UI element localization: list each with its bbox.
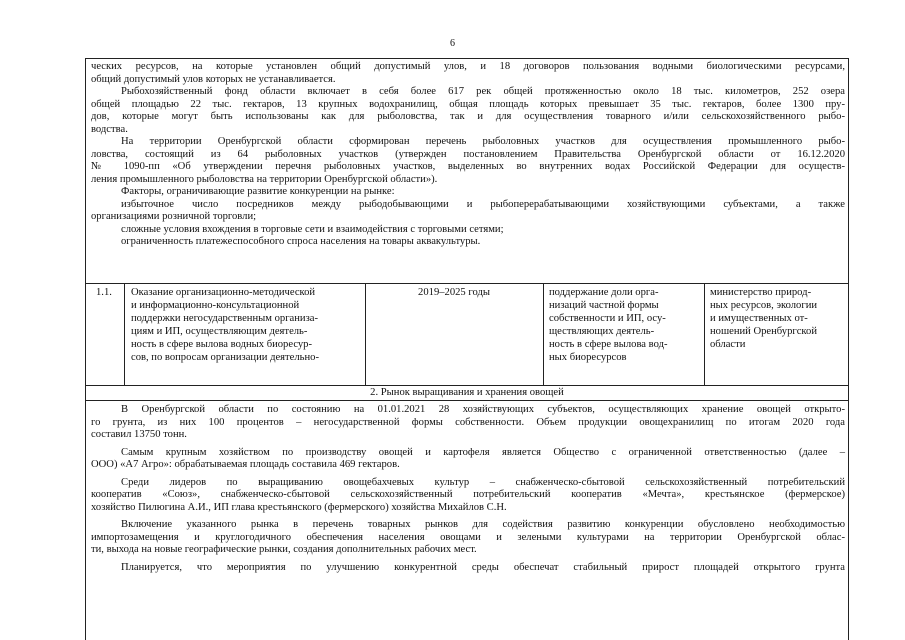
table-cell-number: 1.1.: [96, 287, 112, 298]
table-cell-result: [549, 286, 701, 364]
cell-line: сов, по вопросам организации деятельно-: [131, 352, 319, 363]
cell-line: ных биоресурсов: [549, 352, 627, 363]
section-text: [91, 404, 845, 574]
text-line: ления промышленного рыболовства на территории Оренбургской области»).: [91, 173, 438, 185]
table-cell-period: 2019–2025 годы: [418, 287, 490, 298]
text-line: сложные условия вхождения в торговые сети и взаимодействия с торговыми сетями;: [121, 223, 504, 235]
table-column-divider: [543, 283, 544, 385]
text-line: Факторы, ограничивающие развитие конкуренции на рынке:: [121, 186, 395, 197]
text-line: ООО) «А7 Агро»: обрабатываемая площадь составила 469 гектаров.: [91, 459, 400, 470]
cell-line: и имущественных от-: [710, 313, 808, 324]
cell-line: поддержание доли орга-: [549, 287, 659, 298]
text-line: общей площадью 22 тыс. гектаров, 13 крупных водохранилищ, общая площадь которых превышает 35 тыс. гектаров, более 1300 пру-: [91, 98, 845, 110]
cell-line: области: [710, 339, 746, 350]
text-line: импортозамещения и круглогодичного обеспечения населения овощами и зелеными культурами на территории Оренбургской облас-: [91, 531, 845, 543]
page-number: 6: [450, 38, 455, 49]
table-column-divider: [124, 283, 125, 385]
text-line: Планируется, что мероприятия по улучшению конкурентной среды обеспечат стабильный прирост площадей открытого грунта: [121, 561, 845, 573]
intro-text: [91, 61, 845, 249]
cell-line: поддержки негосударственным организа-: [131, 313, 318, 324]
text-line: Среди лидеров по выращиванию овощебахчевых культур – снабженческо-сбытовой сельскохозяйственный потребительский: [121, 476, 845, 488]
text-line: В Оренбургской области по состоянию на 01.01.2021 28 хозяйствующих субъектов, осуществляющих хранение овощей открыто-: [121, 404, 845, 415]
cell-line: министерство природ-: [710, 287, 812, 298]
cell-line: низаций частной формы: [549, 300, 659, 311]
cell-line: ных ресурсов, экологии: [710, 300, 818, 311]
text-line: кооператив «Союз», снабженческо-сбытовой сельскохозяйственный потребительский кооператив «Мечта», крестьянское (фермерское): [91, 489, 845, 500]
text-line: ческих ресурсов, на которые установлен общий допустимый улов, и 18 договоров пользования водными биологическими ресурсами,: [91, 61, 845, 72]
text-line: водства.: [91, 123, 128, 135]
text-line: ти, выхода на новые географические рынки, создания дополнительных рабочих мест.: [91, 544, 477, 555]
section-heading-border: [85, 400, 849, 401]
text-line: На территории Оренбургской области сформирован перечень рыболовных участков для осуществления промышленного рыбо-: [121, 136, 845, 147]
table-top-border: [85, 283, 849, 284]
text-line: общий допустимый улов которых не устанавливается.: [91, 73, 336, 85]
text-line: ограниченность платежеспособного спроса населения на товары аквакультуры.: [121, 236, 481, 247]
cell-line: Оказание организационно-методической: [131, 287, 316, 298]
text-line: дов, которые могут быть использованы как для рыболовства, так и для осуществления товарного и/или сельскохозяйственного рыбо-: [91, 111, 845, 122]
text-line: го грунта, из них 100 процентов – негосударственной формы собственности. Объем продукции овощехранилищ по итогам 2020 года: [91, 416, 845, 428]
text-line: Рыбохозяйственный фонд области включает в себя более 617 рек общей протяженностью около 18 тыс. километров, 252 озера: [121, 86, 845, 97]
cell-line: циям и ИП, осуществляющим деятель-: [131, 326, 308, 337]
text-line: составил 13750 тонн.: [91, 429, 187, 440]
cell-line: ность в сфере вылова вод-: [549, 339, 668, 350]
text-line: хозяйство Пилюгина А.И., ИП глава крестьянского (фермерского) хозяйства Михайлов С.Н.: [91, 501, 507, 513]
table-column-divider: [704, 283, 705, 385]
table-cell-executor: [710, 286, 846, 351]
table-cell-measure: [131, 286, 361, 364]
text-line: № 1090-пп «Об утверждении перечня рыболовных участков, выделенных во внутренних водах Российской Федерации для осуществ-: [91, 161, 845, 172]
cell-line: ношений Оренбургской: [710, 326, 818, 337]
section-heading: 2. Рынок выращивания и хранения овощей: [370, 387, 564, 398]
cell-line: собственности и ИП, осу-: [549, 313, 666, 324]
text-line: Самым крупным хозяйством по производству овощей и картофеля является Общество с ограниченной ответственностью (далее –: [121, 446, 845, 458]
cell-line: ность в сфере вылова водных биоресур-: [131, 339, 312, 350]
text-line: избыточное число посредников между рыбодобывающими и рыбоперерабатывающими хозяйствующими субъектами, а также: [121, 198, 845, 210]
cell-line: и информационно-консультационной: [131, 300, 300, 311]
text-line: Включение указанного рынка в перечень товарных рынков для содействия развитию конкуренции обусловлено необходимостью: [121, 519, 845, 530]
text-line: организациями розничной торговли;: [91, 211, 257, 222]
cell-line: ществляющих деятель-: [549, 326, 655, 337]
text-line: ловства, состоящий из 64 рыболовных участков (утвержден постановлением Правительства Оренбургской области от 16.12.2020: [91, 148, 845, 160]
